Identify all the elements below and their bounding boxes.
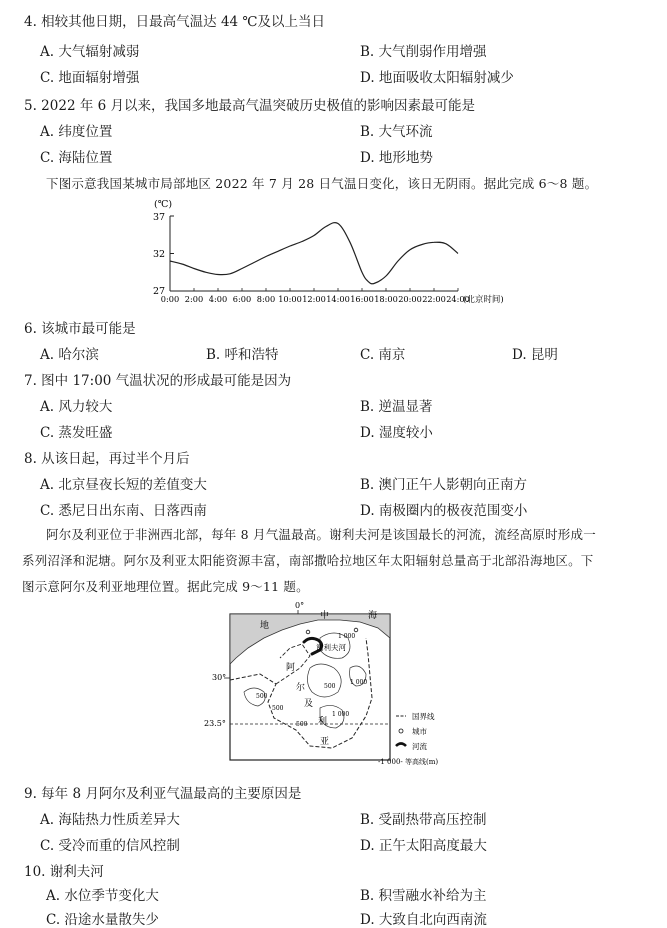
map-legend-item: -1 000- 等高线(m) — [378, 758, 439, 766]
question-7-option-d: D. 湿度较小 — [360, 425, 433, 441]
map-contour-label: 500 — [272, 705, 284, 712]
chart-x-axis-label: (北京时间) — [463, 295, 504, 305]
map-legend-city-symbol — [399, 729, 403, 733]
question-8-option-b: B. 澳门正午人影朝向正南方 — [360, 477, 528, 493]
intro-9-11-line-3: 图示意阿尔及利亚地理位置。据此完成 9～11 题。 — [22, 579, 309, 594]
chart-y-tick-label: 27 — [153, 286, 166, 297]
question-9-option-c: C. 受冷而重的信风控制 — [40, 838, 180, 854]
temperature-chart — [140, 196, 540, 310]
question-5-option-b: B. 大气环流 — [360, 124, 433, 140]
map-legend-item: 国界线 — [412, 712, 435, 721]
question-10-option-b: B. 积雪融水补给为主 — [360, 888, 487, 904]
question-4-option-b: B. 大气削弱作用增强 — [360, 44, 487, 60]
chart-series-line — [170, 223, 458, 284]
chart-x-tick-label: 0:00 — [160, 294, 180, 304]
map-contour-label: 500 — [296, 721, 308, 728]
question-5-option-d: D. 地形地势 — [360, 150, 433, 166]
chart-y-tick-label: 37 — [153, 212, 166, 223]
question-7-option-a: A. 风力较大 — [40, 399, 113, 415]
chart-x-tick-label: 24:00 — [446, 294, 470, 304]
map-contour-label: 500 — [256, 693, 268, 700]
map-legend-river-symbol — [396, 744, 406, 747]
question-10-stem: 10. 谢利夫河 — [24, 864, 104, 880]
map-sea-char: 地 — [260, 621, 270, 631]
map-contour-label: 1 000 — [332, 711, 350, 718]
map-sea-char: 海 — [368, 611, 378, 621]
question-4-stem: 4. 相较其他日期，日最高气温达 44 ℃及以上当日 — [24, 14, 326, 30]
question-4-option-c: C. 地面辐射增强 — [40, 70, 140, 86]
map-contour-label: 500 — [324, 683, 336, 690]
question-9-option-d: D. 正午太阳高度最大 — [360, 838, 487, 854]
question-9-stem: 9. 每年 8 月阿尔及利亚气温最高的主要原因是 — [24, 786, 302, 802]
chart-x-tick-label: 8:00 — [256, 294, 276, 304]
question-8-option-a: A. 北京昼夜长短的差值变大 — [40, 477, 207, 493]
question-7-stem: 7. 图中 17:00 气温状况的形成最可能是因为 — [24, 373, 292, 389]
question-6-option-d: D. 昆明 — [512, 347, 558, 363]
map-contour-label: 1 000 — [350, 679, 368, 686]
chart-x-tick-label: 22:00 — [422, 294, 446, 304]
map-contour-line — [307, 664, 341, 697]
question-10-option-c: C. 沿途水量散失少 — [46, 912, 159, 928]
question-6-option-b: B. 呼和浩特 — [206, 347, 279, 363]
map-country-char: 阿 — [286, 663, 296, 673]
question-4-option-a: A. 大气辐射减弱 — [40, 44, 140, 60]
question-5-option-a: A. 纬度位置 — [40, 124, 113, 140]
map-country-char: 亚 — [320, 737, 330, 747]
map-country-char: 及 — [304, 699, 314, 709]
map-country-char: 利 — [318, 717, 328, 727]
map-country-char: 尔 — [296, 683, 306, 693]
question-9-option-b: B. 受副热带高压控制 — [360, 812, 487, 828]
chart-x-tick-label: 16:00 — [350, 294, 374, 304]
question-8-option-c: C. 悉尼日出东南、日落西南 — [40, 503, 207, 519]
chart-x-tick-label: 10:00 — [278, 294, 302, 304]
map-legend-item: 河流 — [412, 742, 427, 751]
question-10-option-a: A. 水位季节变化大 — [46, 888, 159, 904]
chart-x-tick-label: 18:00 — [374, 294, 398, 304]
chart-x-tick-label: 20:00 — [398, 294, 422, 304]
map-national-border — [230, 638, 372, 748]
question-6-stem: 6. 该城市最可能是 — [24, 321, 136, 337]
map-legend-item: 城市 — [412, 727, 427, 736]
map-longitude-label: 0° — [295, 601, 305, 610]
chart-x-tick-label: 2:00 — [184, 294, 204, 304]
chart-x-tick-label: 6:00 — [232, 294, 252, 304]
question-8-option-d: D. 南极圈内的极夜范围变小 — [360, 503, 528, 519]
question-7-option-c: C. 蒸发旺盛 — [40, 425, 113, 441]
intro-6-8: 下图示意我国某城市局部地区 2022 年 7 月 28 日气温日变化，该日无阴雨。据此完成 6～8 题。 — [46, 176, 598, 191]
question-5-option-c: C. 海陆位置 — [40, 150, 113, 166]
map-contour-label: 1 000 — [338, 633, 356, 640]
chart-y-tick-label: 32 — [153, 249, 166, 260]
intro-9-11-line-1: 阿尔及利亚位于非洲西北部，每年 8 月气温最高。谢利夫河是该国最长的河流，流经高原时形成一 — [46, 527, 596, 542]
map-lat-30-label: 30° — [212, 673, 227, 682]
chart-x-tick-label: 14:00 — [326, 294, 350, 304]
algeria-map — [200, 598, 460, 776]
map-city-marker — [354, 628, 358, 632]
map-city-marker — [306, 630, 310, 634]
map-sea-char: 中 — [320, 611, 330, 621]
chart-x-tick-label: 12:00 — [302, 294, 326, 304]
question-4-option-d: D. 地面吸收太阳辐射减少 — [360, 70, 514, 86]
map-lat-23-5-label: 23.5° — [204, 719, 226, 728]
chart-unit-label: (℃) — [154, 199, 173, 210]
question-10-option-d: D. 大致自北向西南流 — [360, 912, 487, 928]
intro-9-11-line-2: 系列沼泽和泥塘。阿尔及利亚太阳能资源丰富，南部撒哈拉地区年太阳辐射总量高于北部沿海地区。下 — [22, 553, 594, 568]
question-9-option-a: A. 海陆热力性质差异大 — [40, 812, 180, 828]
question-6-option-c: C. 南京 — [360, 347, 406, 363]
question-7-option-b: B. 逆温显著 — [360, 399, 433, 415]
question-6-option-a: A. 哈尔滨 — [40, 347, 99, 363]
chart-x-tick-label: 4:00 — [208, 294, 228, 304]
question-5-stem: 5. 2022 年 6 月以来，我国多地最高气温突破历史极值的影响因素最可能是 — [24, 98, 475, 114]
map-river-label: 谢利夫河 — [316, 643, 346, 652]
question-8-stem: 8. 从该日起，再过半个月后 — [24, 451, 190, 467]
